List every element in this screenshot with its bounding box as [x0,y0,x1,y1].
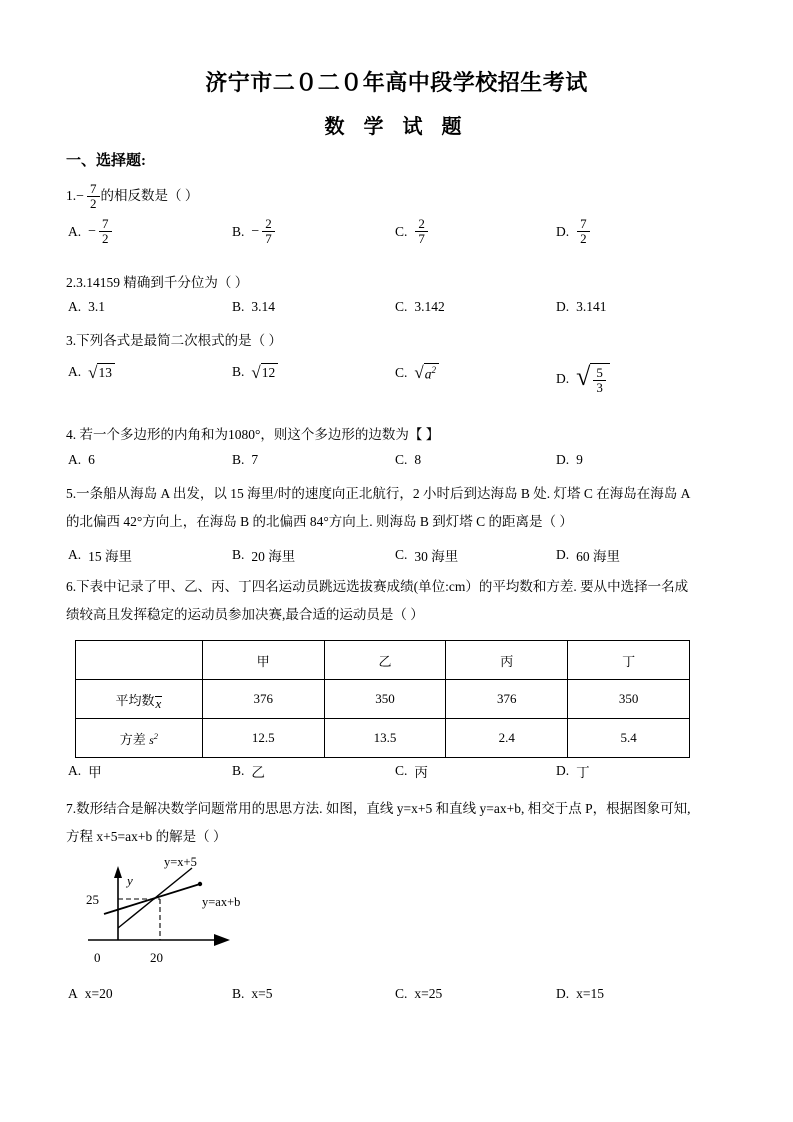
question-6-option-a[interactable]: A. 甲 [68,763,102,780]
question-6-stem-line2: 绩较高且发挥稳定的运动员参加决赛,最合适的运动员是（ ） [66,607,424,622]
question-1-options [0,218,793,258]
table-header-cell: 乙 [324,641,446,680]
table-cell: 13.5 [324,719,446,758]
question-7-option-d[interactable]: D. x=15 [556,986,604,1001]
graph-svg [78,852,348,982]
question-3-option-b[interactable]: B. √ 12 [232,363,278,381]
table-cell: 12.5 [202,719,324,758]
y-axis-arrow [114,866,122,878]
question-7-option-c[interactable]: C. x=25 [395,986,443,1001]
table-header-cell: 甲 [202,641,324,680]
table-header-cell: 丙 [446,641,568,680]
question-2-stem: 2.3.14159 精确到千分位为（ ） [66,275,249,290]
table-cell: 376 [202,680,324,719]
question-1-text: 的相反数是（ ） [100,188,199,204]
question-1-stem [66,183,198,211]
radical-icon: √ $\frac{5}{3}$ [576,363,610,394]
question-4-option-a[interactable]: A. 6 [68,452,95,467]
section-heading: 一、选择题: [66,153,146,169]
question-3-stem: 3.下列各式是最简二次根式的是（ ） [66,333,282,348]
question-6-stem-line1: 6.下表中记录了甲、乙、丙、丁四名运动员跳远选拔赛成绩(单位:cm）的平均数和方差. 要从中选择一名成 [66,579,689,594]
question-2-option-b[interactable]: B. 3.14 [232,299,276,314]
question-7-stem-line1: 7.数形结合是解决数学问题常用的思思方法. 如图，直线 y=x+5 和直线 y=ax+b, 相交于点 P，根据图象可知, [66,801,691,816]
question-6-option-c[interactable]: C. 丙 [395,763,428,780]
question-4-stem: 4. 若一个多边形的内角和为1080°，则这个多边形的边数为【 】 [66,427,440,442]
table-cell: 2.4 [446,719,568,758]
origin-label: 0 [94,950,101,965]
table-cell: 350 [324,680,446,719]
question-1-option-c[interactable]: C. $\frac{2}{7}$ [395,218,429,246]
question-5-option-c[interactable]: C. 30 海里 [395,547,459,564]
fraction: $\frac{2}{7}$ [415,217,428,245]
table-row-label-mean: 平均数x [76,680,203,719]
table-cell: 5.4 [568,719,690,758]
question-6-options [0,761,793,801]
table-row [76,680,690,719]
question-6-option-b[interactable]: B. 乙 [232,763,265,780]
radical-icon: √ 12 [251,363,278,381]
question-7-stem-line2: 方程 x+5=ax+b 的解是（ ） [66,829,227,844]
question-4-option-b[interactable]: B. 7 [232,452,259,467]
fraction: $\frac{7}{2}$ [577,217,590,245]
question-2-option-c[interactable]: C. 3.142 [395,299,445,314]
page-subtitle: 数 学 试 题 [324,116,469,138]
x-tick-label: 20 [150,950,163,965]
question-3-option-c[interactable]: C. √ $a^2$ [395,363,439,383]
question-5-option-a[interactable]: A. 15 海里 [68,547,132,564]
radical-icon: √ 13 [88,363,115,381]
table-header-row [76,641,690,680]
line1-label: y=x+5 [164,855,197,869]
fraction: $\frac{2}{7}$ [262,217,275,245]
fraction: $\frac{7}{2}$ [99,217,112,245]
x-bar-symbol: x [155,695,162,711]
question-1-fraction: $\frac{7}{2}$ [87,182,100,210]
fraction: $\frac{5}{3}$ [593,366,606,394]
x-axis-arrow [214,934,230,946]
coordinate-graph-figure [78,852,348,982]
question-3-options [0,363,793,403]
question-1-minus: − [76,189,85,205]
question-7-option-b[interactable]: B. x=5 [232,986,273,1001]
line2-endpoint [198,882,202,886]
question-5-option-d[interactable]: D. 60 海里 [556,547,620,564]
line2-label: y=ax+b [202,895,241,909]
y-tick-label: 25 [86,892,99,907]
question-1-option-b[interactable]: B. − $\frac{2}{7}$ [232,218,276,246]
question-2-option-d[interactable]: D. 3.141 [556,299,607,314]
table-cell: 350 [568,680,690,719]
y-axis-label: y [127,873,133,888]
question-6-option-d[interactable]: D. 丁 [556,763,590,780]
statistics-table [75,640,690,758]
question-1-number: 1. [66,188,77,204]
page-title: 济宁市二０二０年高中段学校招生考试 [205,70,588,95]
s-squared-symbol: $s^2$ [149,730,158,747]
table-row-label-variance: 方差 $s^2$ [76,719,203,758]
question-5-stem-line2: 的北偏西 42°方向上，在海岛 B 的北偏西 84°方向上. 则海岛 B 到灯塔 C 的距离是（ ） [66,514,573,529]
question-5-option-b[interactable]: B. 20 海里 [232,547,296,564]
question-7-options [0,986,793,1026]
question-3-option-d[interactable]: D. √ $\frac{5}{3}$ [556,363,610,394]
question-7-option-a[interactable]: A x=20 [68,986,113,1001]
question-4-option-c[interactable]: C. 8 [395,452,422,467]
question-5-stem-line1: 5.一条船从海岛 A 出发，以 15 海里/时的速度向正北航行，2 小时后到达海岛 B 处. 灯塔 C 在海岛在海岛 A [66,486,691,501]
question-1-option-a[interactable]: A. − $\frac{7}{2}$ [68,218,113,246]
question-2-option-a[interactable]: A. 3.1 [68,299,105,314]
question-4-option-d[interactable]: D. 9 [556,452,583,467]
table-header-cell: 丁 [568,641,690,680]
question-3-option-a[interactable]: A. √ 13 [68,363,115,381]
question-1-option-d[interactable]: D. $\frac{7}{2}$ [556,218,591,246]
table-corner-cell [76,641,203,680]
radical-icon: √ $a^2$ [414,363,439,383]
table-row [76,719,690,758]
table-cell: 376 [446,680,568,719]
